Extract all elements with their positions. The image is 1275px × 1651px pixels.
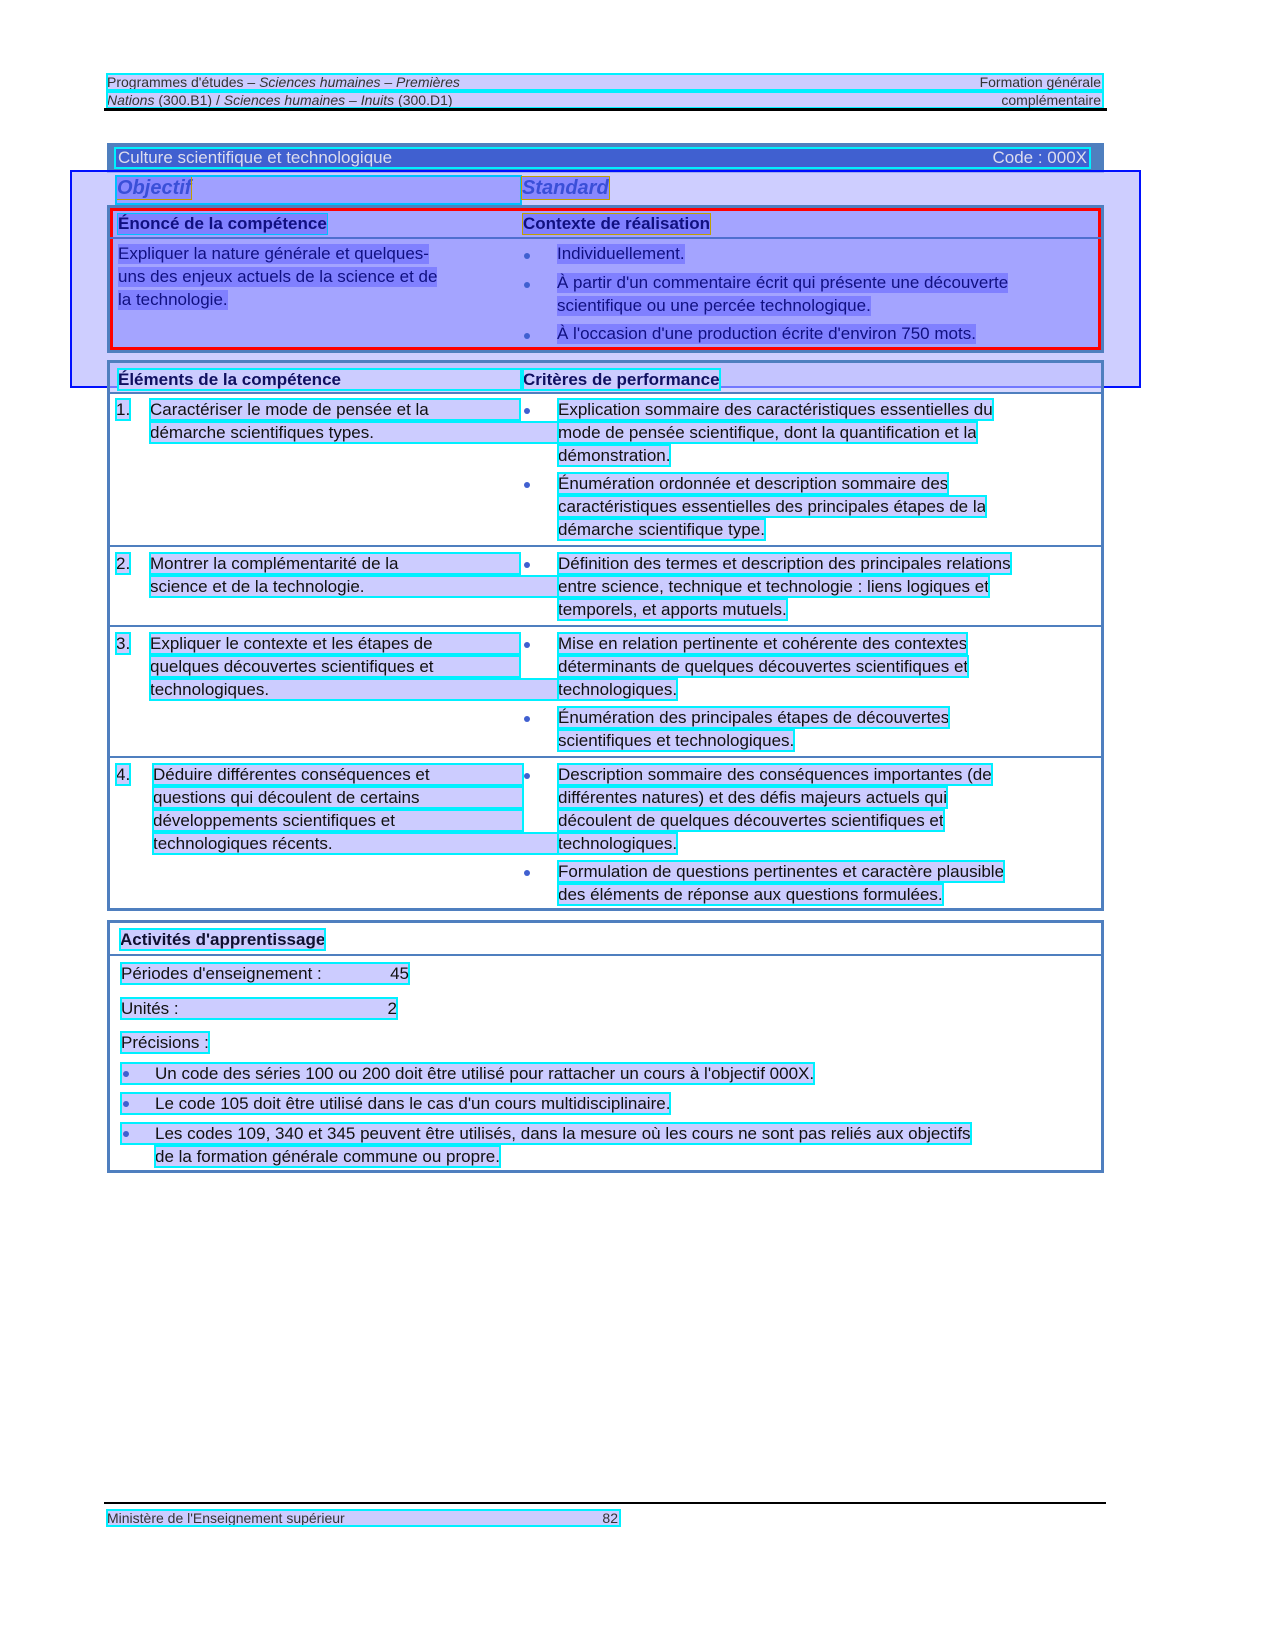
title-bar [107,143,1104,173]
objectif-cell [117,177,520,203]
precision-text: Les codes 109, 340 et 345 peuvent être utilisés, dans la mesure où les cours ne sont pas reliés aux objectifs [155,1124,971,1143]
bullet-icon [123,1131,129,1137]
header-nations: Nations [107,92,155,108]
precisions-label: Précisions : [121,1033,209,1052]
criterion-line: des éléments de réponse aux questions formulées. [558,885,943,904]
standard-label: Standard [522,177,609,199]
bullet-icon [524,716,530,722]
header-right-1: Formation générale [979,74,1101,90]
header-code-1: (300.B1) / [154,92,224,108]
bullet-icon [524,253,530,259]
bullet-icon [524,562,530,568]
contexte-heading: Contexte de réalisation [523,214,711,233]
criterion-line: découlent de quelques découvertes scientifiques et [558,811,944,830]
criterion-line: démarche scientifique type. [558,520,765,539]
element-line: Déduire différentes conséquences et [153,764,523,785]
element-line: technologiques récents. [153,833,563,854]
header-code-2: (300.D1) [394,92,453,108]
header-inuits: Sciences humaines – Inuits [223,92,395,108]
element-line: Caractériser le mode de pensée et la [150,399,520,420]
element-number: 2. [116,554,131,573]
divider [110,625,1101,627]
competency-code: Code : 000X [992,148,1087,167]
element-line: Montrer la complémentarité de la [150,553,520,574]
page-number: 82 [602,1510,618,1526]
contexte-item: scientifique ou une percée technologique. [557,296,871,315]
criteria-heading: Critères de performance [523,370,720,389]
criterion-line: caractéristiques essentielles des principales étapes de la [558,497,987,516]
criterion-line: Énumération des principales étapes de découvertes [558,708,950,727]
unites-row [121,998,397,1019]
header-line-1 [107,74,1103,90]
divider [110,756,1101,758]
divider [110,545,1101,547]
criterion-line: Définition des termes et description des principales relations [558,554,1011,573]
criterion-line: Mise en relation pertinente et cohérente des contextes [558,634,968,653]
element-number: 3. [116,634,131,653]
header-program-italic: Sciences humaines – Premières [259,74,460,90]
criterion-line: déterminants de quelques découvertes scientifiques et [558,657,969,676]
title-bar-inner [116,149,1089,167]
divider [110,237,1101,239]
header-right-2: complémentaire [1001,92,1101,108]
element-number: 1. [116,400,131,419]
header-line-2 [107,92,1103,108]
contexte-item: À partir d'un commentaire écrit qui présente une découverte [557,273,1009,292]
bullet-icon [524,408,530,414]
standard-cell [522,177,609,203]
enonce-line: uns des enjeux actuels de la science et de [118,267,438,286]
header-rule [104,108,1107,111]
contexte-item: À l'occasion d'une production écrite d'environ 750 mots. [557,324,976,343]
competency-title: Culture scientifique et technologique [118,148,393,167]
enonce-line: la technologie. [118,290,228,309]
element-line: questions qui découlent de certains [153,787,523,808]
element-line: développements scientifiques et [153,810,523,831]
unites-value: 2 [387,999,397,1018]
criterion-line: Description sommaire des conséquences importantes (de [558,765,992,784]
criterion-line: entre science, technique et technologie : liens logiques et [558,577,989,596]
unites-label: Unités : [121,999,179,1018]
element-number: 4. [116,765,131,784]
activites-heading: Activités d'apprentissage [120,930,326,949]
enonce-table [107,205,1104,353]
precision-text: de la formation générale commune ou propre. [155,1147,500,1166]
bullet-icon [524,642,530,648]
element-line: technologiques. [150,679,560,700]
divider [110,954,1101,956]
bullet-icon [524,333,530,339]
periodes-label: Périodes d'enseignement : [121,964,322,983]
footer-ministry: Ministère de l'Enseignement supérieur [107,1510,345,1526]
objectif-label: Objectif [117,177,192,199]
criterion-line: démonstration. [558,446,671,465]
criterion-line: technologiques. [558,680,678,699]
elements-heading: Éléments de la compétence [118,369,521,390]
element-line: démarche scientifiques types. [150,422,560,443]
contexte-item: Individuellement. [557,244,685,263]
criterion-line: technologiques. [558,834,678,853]
periodes-row [121,963,409,984]
criterion-line: temporels, et apports mutuels. [558,600,787,619]
bullet-icon [123,1071,129,1077]
criterion-line: Explication sommaire des caractéristiques essentielles du [558,400,993,419]
criterion-line: Énumération ordonnée et description sommaire des [558,474,949,493]
bullet-icon [524,282,530,288]
precision-item [121,1123,971,1144]
bullet-icon [524,482,530,488]
bullet-icon [524,773,530,779]
criterion-line: différentes natures) et des défis majeurs actuels qui [558,788,948,807]
precision-item [121,1093,670,1114]
bullet-icon [524,870,530,876]
enonce-heading: Énoncé de la compétence [118,214,327,233]
activites-table [107,920,1104,1173]
precision-text: Un code des séries 100 ou 200 doit être utilisé pour rattacher un cours à l'objectif 000X. [155,1064,815,1083]
elements-table [107,360,1104,911]
divider [110,392,1101,394]
periodes-value: 45 [390,964,409,983]
criterion-line: mode de pensée scientifique, dont la quantification et la [558,423,977,442]
precision-item [121,1063,814,1084]
element-line: Expliquer le contexte et les étapes de [150,633,520,654]
criterion-line: Formulation de questions pertinentes et caractère plausible [558,862,1005,881]
footer-rule [104,1502,1106,1504]
element-line: quelques découvertes scientifiques et [150,656,520,677]
criterion-line: scientifiques et technologiques. [558,731,795,750]
element-line: science et de la technologie. [150,576,560,597]
enonce-line: Expliquer la nature générale et quelques- [118,244,429,263]
bullet-icon [123,1101,129,1107]
header-program: Programmes d'études – [107,74,260,90]
footer [107,1510,620,1526]
precision-text: Le code 105 doit être utilisé dans le cas d'un cours multidisciplinaire. [155,1094,671,1113]
